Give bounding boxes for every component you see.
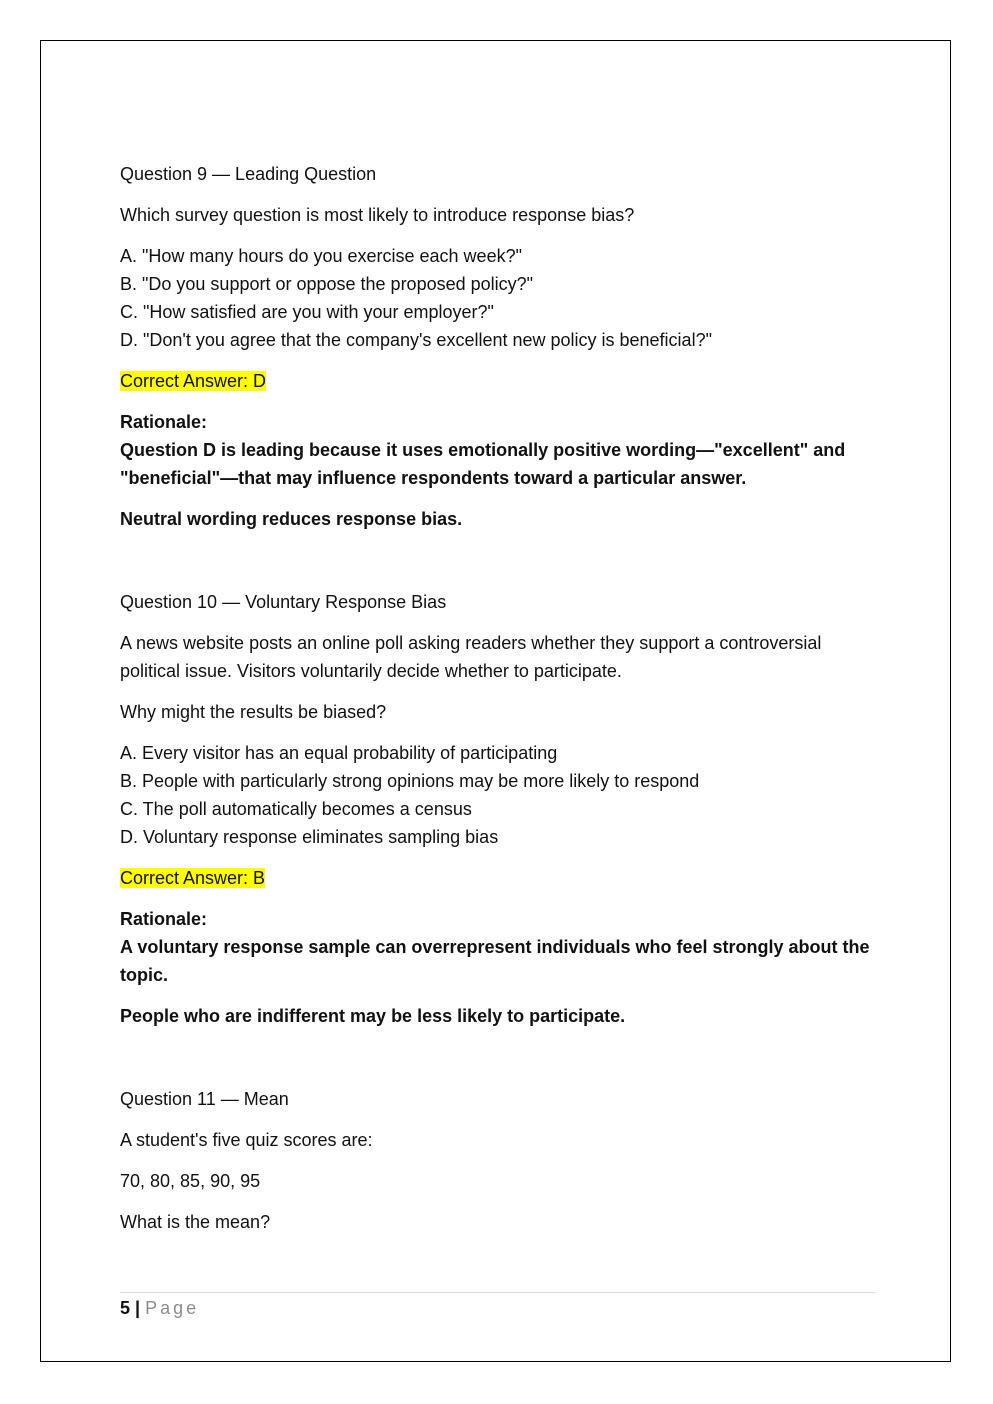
rationale-text: People who are indifferent may be less likely to participate.: [120, 1006, 626, 1026]
correct-answer: [120, 864, 880, 892]
option-b: B. People with particularly strong opinions may be more likely to respond: [120, 771, 700, 791]
question-title: Question 9 — Leading Question: [120, 164, 377, 184]
spacer: [120, 1043, 880, 1085]
rationale-text: Neutral wording reduces response bias.: [120, 509, 463, 529]
rationale: [120, 905, 880, 989]
question-prompt: What is the mean?: [120, 1212, 271, 1232]
question-title: Question 11 — Mean: [120, 1089, 289, 1109]
page-label: Page: [145, 1298, 200, 1318]
correct-answer-highlight: Correct Answer: D: [120, 371, 267, 391]
rationale-text: A voluntary response sample can overrepresent individuals who feel strongly about the topic.: [120, 937, 870, 985]
footer-separator: |: [135, 1298, 141, 1318]
rationale-label: Rationale:: [120, 412, 208, 432]
correct-answer: [120, 367, 880, 395]
option-c: C. "How satisfied are you with your employer?": [120, 302, 494, 322]
question-stem: A news website posts an online poll asking readers whether they support a controversial political issue. Visitors voluntarily decide whether to participate.: [120, 633, 822, 681]
spacer: [120, 546, 880, 588]
option-b: B. "Do you support or oppose the proposed policy?": [120, 274, 534, 294]
option-a: A. Every visitor has an equal probability of participating: [120, 743, 558, 763]
question-9: [120, 160, 880, 533]
question-prompt: Why might the results be biased?: [120, 702, 387, 722]
answer-options: [120, 242, 880, 354]
page-footer: [120, 1296, 199, 1320]
document-body: [120, 160, 880, 1249]
question-title: Question 10 — Voluntary Response Bias: [120, 592, 447, 612]
option-d: D. "Don't you agree that the company's excellent new policy is beneficial?": [120, 330, 712, 350]
question-10: [120, 588, 880, 1030]
answer-options: [120, 739, 880, 851]
page-number: 5: [120, 1298, 131, 1318]
option-a: A. "How many hours do you exercise each week?": [120, 246, 522, 266]
question-stem: Which survey question is most likely to introduce response bias?: [120, 205, 635, 225]
quiz-scores: 70, 80, 85, 90, 95: [120, 1171, 261, 1191]
question-11: [120, 1085, 880, 1236]
rationale-text: Question D is leading because it uses emotionally positive wording—"excellent" and "beneficial"—that may influence respondents toward a particular answer.: [120, 440, 846, 488]
rationale-label: Rationale:: [120, 909, 208, 929]
rationale: [120, 408, 880, 492]
correct-answer-highlight: Correct Answer: B: [120, 868, 266, 888]
question-stem: A student's five quiz scores are:: [120, 1130, 373, 1150]
option-d: D. Voluntary response eliminates sampling bias: [120, 827, 499, 847]
option-c: C. The poll automatically becomes a census: [120, 799, 472, 819]
footer-divider: [120, 1292, 875, 1293]
